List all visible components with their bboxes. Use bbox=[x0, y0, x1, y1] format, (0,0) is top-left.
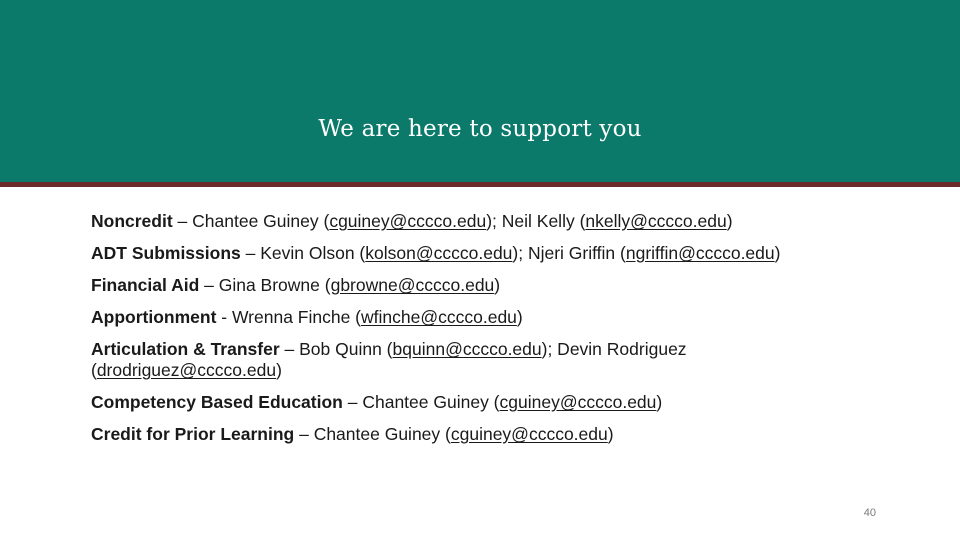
email-link[interactable]: cguiney@cccco.edu bbox=[329, 211, 487, 231]
contact-text: ) bbox=[516, 307, 523, 327]
separator: – bbox=[342, 392, 363, 412]
contact-text: Chantee Guiney ( bbox=[313, 424, 451, 444]
contact-entry bbox=[91, 275, 881, 296]
slide-title: We are here to support you bbox=[318, 116, 642, 142]
header-band bbox=[0, 0, 960, 182]
email-link[interactable]: nkelly@cccco.edu bbox=[585, 211, 727, 231]
contact-text: ) bbox=[774, 243, 781, 263]
contact-topic: Credit for Prior Learning bbox=[91, 424, 295, 444]
contact-topic: Articulation & Transfer bbox=[91, 339, 280, 359]
contact-text: Bob Quinn ( bbox=[299, 339, 393, 359]
email-link[interactable]: ngriffin@cccco.edu bbox=[625, 243, 775, 263]
page-number: 40 bbox=[863, 507, 876, 519]
email-link[interactable]: wfinche@cccco.edu bbox=[361, 307, 517, 327]
header-divider bbox=[0, 182, 960, 187]
contact-text: ) bbox=[607, 424, 614, 444]
contact-entry bbox=[91, 424, 881, 445]
contact-topic: Financial Aid bbox=[91, 275, 200, 295]
email-link[interactable]: cguiney@cccco.edu bbox=[499, 392, 657, 412]
contact-text: Gina Browne ( bbox=[218, 275, 331, 295]
contact-text: ); Neil Kelly ( bbox=[486, 211, 586, 231]
contact-text: Chantee Guiney ( bbox=[192, 211, 330, 231]
contact-text: Kevin Olson ( bbox=[260, 243, 366, 263]
contact-text: Chantee Guiney ( bbox=[362, 392, 500, 412]
contact-text: ) bbox=[726, 211, 733, 231]
separator: – bbox=[240, 243, 261, 263]
email-link[interactable]: bquinn@cccco.edu bbox=[392, 339, 542, 359]
contact-topic: Noncredit bbox=[91, 211, 173, 231]
contact-text: ) bbox=[656, 392, 663, 412]
email-link[interactable]: drodriguez@cccco.edu bbox=[96, 360, 277, 380]
contact-topic: ADT Submissions bbox=[91, 243, 241, 263]
contact-text: ); Njeri Griffin ( bbox=[512, 243, 626, 263]
contact-text: ) bbox=[276, 360, 282, 380]
contact-text: ); Devin Rodriguez ( bbox=[91, 339, 687, 380]
email-link[interactable]: kolson@cccco.edu bbox=[365, 243, 513, 263]
contact-text: Wrenna Finche ( bbox=[231, 307, 362, 327]
contact-entry bbox=[91, 392, 881, 413]
contact-entry bbox=[91, 211, 881, 232]
contact-entry bbox=[91, 339, 881, 381]
separator: - bbox=[216, 307, 232, 327]
contact-topic: Competency Based Education bbox=[91, 392, 343, 412]
contact-list bbox=[91, 211, 881, 456]
contact-text: ) bbox=[494, 275, 501, 295]
separator: – bbox=[294, 424, 314, 444]
separator: – bbox=[199, 275, 219, 295]
email-link[interactable]: gbrowne@cccco.edu bbox=[330, 275, 495, 295]
contact-entry bbox=[91, 307, 881, 328]
contact-entry bbox=[91, 243, 881, 264]
email-link[interactable]: cguiney@cccco.edu bbox=[450, 424, 608, 444]
contact-topic: Apportionment bbox=[91, 307, 217, 327]
separator: – bbox=[172, 211, 193, 231]
separator: – bbox=[279, 339, 300, 359]
